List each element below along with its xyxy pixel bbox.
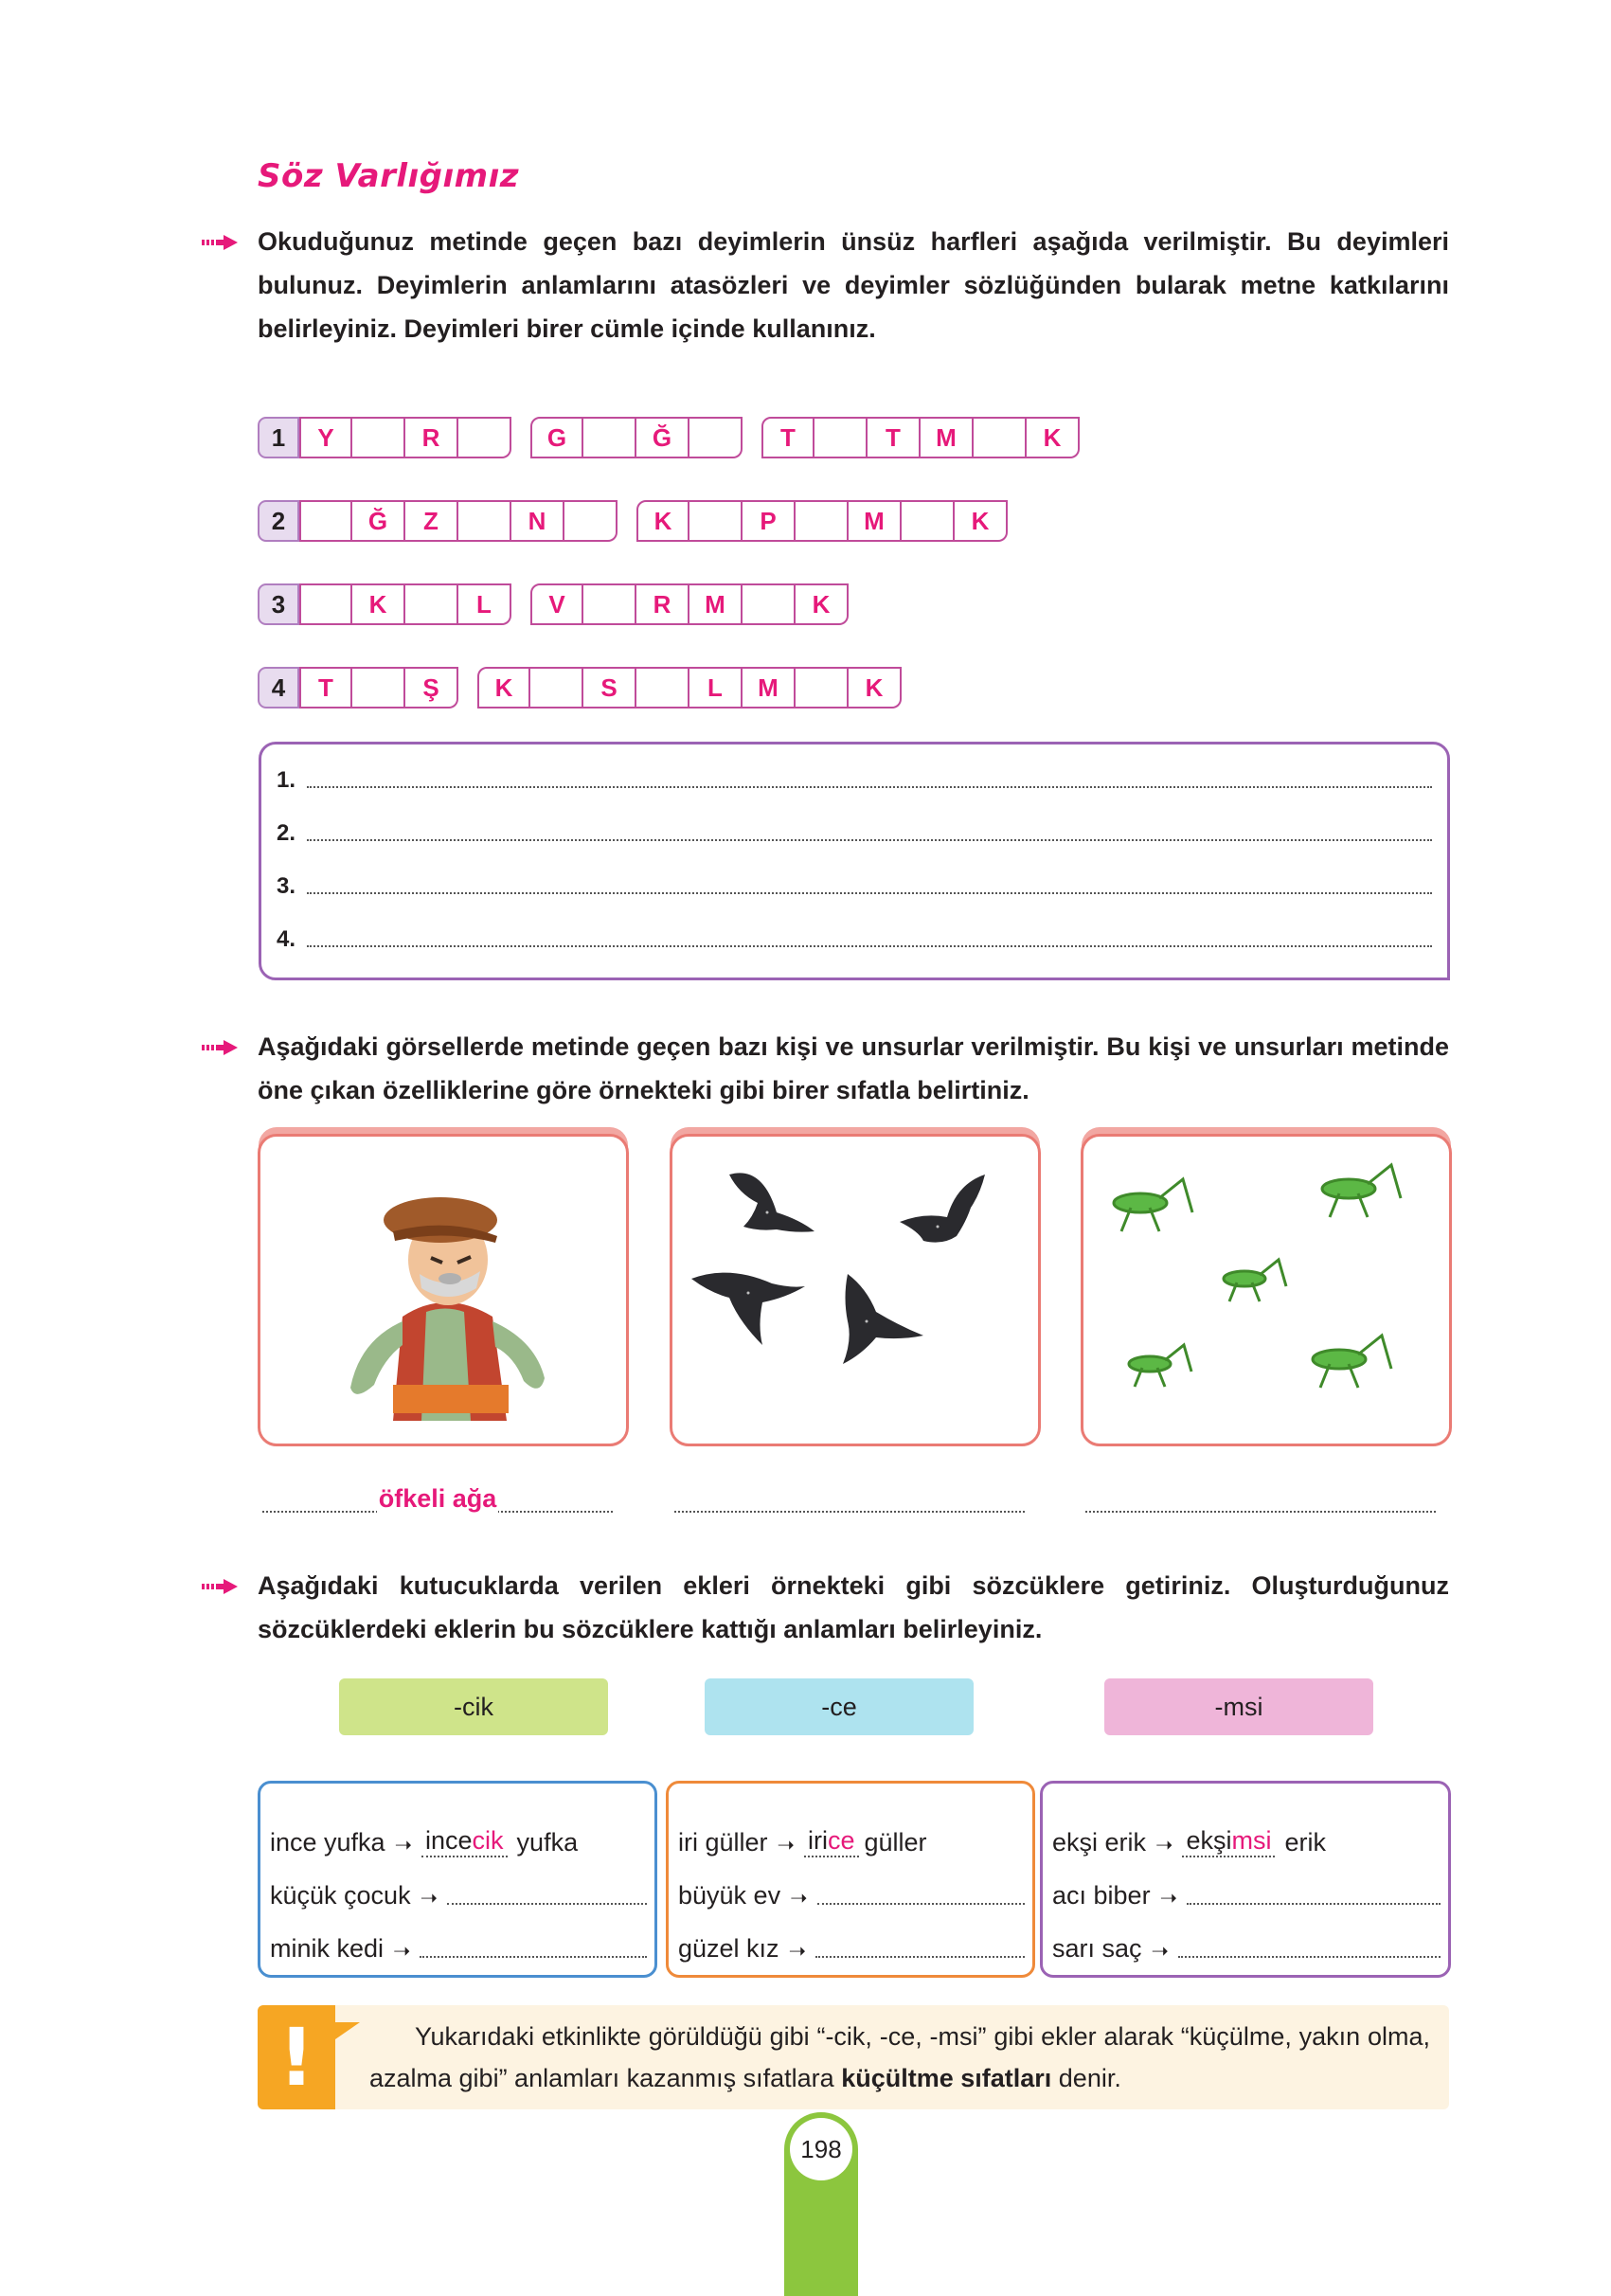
empty-letter-cell[interactable] (814, 417, 868, 458)
letter-cell: K (1027, 417, 1080, 458)
word-group (636, 500, 1008, 542)
answer-line-4[interactable]: 4. (277, 917, 1432, 953)
letter-cell: M (921, 417, 974, 458)
arrow-right-icon (202, 1040, 238, 1055)
item-row[interactable]: sarı saç ➝ (1052, 1910, 1441, 1964)
image-frame-grasshoppers (1081, 1134, 1452, 1446)
empty-letter-cell[interactable] (743, 583, 796, 625)
empty-letter-cell[interactable] (974, 417, 1027, 458)
row-number: 2 (258, 500, 299, 542)
letter-cell: N (511, 500, 564, 542)
answer-line-grasshoppers[interactable] (1085, 1482, 1436, 1513)
crows-illustration (672, 1137, 1038, 1444)
arrow-right-icon (202, 235, 238, 250)
empty-letter-cell[interactable] (564, 500, 618, 542)
letter-cell: K (955, 500, 1008, 542)
word-group (299, 667, 458, 709)
row-number: 4 (258, 667, 299, 709)
empty-letter-cell[interactable] (352, 667, 405, 709)
puzzle-row-1 (258, 413, 1099, 462)
page-number: 198 (790, 2118, 852, 2180)
letter-cell: V (530, 583, 583, 625)
letter-cell: T (761, 417, 814, 458)
empty-letter-cell[interactable] (299, 500, 352, 542)
image-frame-crows (670, 1134, 1041, 1446)
suffix-box-cik (258, 1781, 657, 1978)
puzzle-row-2 (258, 496, 1027, 546)
note-text: Yukarıdaki etkinlikte görüldüğü gibi “-cik, -ce, -msi” gibi ekler alarak “küçülme, yakın olma, azalma gibi” anlamları kazanmış sıfatlara küçültme sıfatları denir. (369, 2022, 1430, 2092)
instruction-1: Okuduğunuz metinde geçen bazı deyimlerin ünsüz harfleri aşağıda verilmiştir. Bu deyimleri bulunuz. Deyimlerin anlamlarını atasözleri ve deyimler sözlüğünden bularak metne katkılarını belirleyiniz. Deyimleri birer cümle içinde kullanınız. (258, 227, 1449, 343)
suffix-box-msi (1040, 1781, 1451, 1978)
letter-cell: T (868, 417, 921, 458)
empty-letter-cell[interactable] (796, 667, 849, 709)
example-row: ince yufka ➝ incecik yufka (270, 1826, 579, 1857)
empty-letter-cell[interactable] (530, 667, 583, 709)
letter-cell: K (849, 667, 902, 709)
angry-man-illustration (260, 1137, 626, 1444)
word-group (299, 500, 618, 542)
section-title: Söz Varlığımız (258, 157, 520, 195)
empty-letter-cell[interactable] (689, 417, 743, 458)
letter-cell: Ğ (352, 500, 405, 542)
puzzle-row-4 (258, 663, 921, 712)
letter-cell: L (458, 583, 511, 625)
answer-line-man[interactable] (262, 1482, 613, 1513)
letter-cell: K (636, 500, 689, 542)
suffix-label-msi: -msi (1104, 1678, 1373, 1735)
letter-cell: M (849, 500, 902, 542)
letter-cell: K (477, 667, 530, 709)
example-row: iri güller ➝ irice güller (678, 1826, 927, 1857)
item-row[interactable]: büyük ev ➝ (678, 1857, 1025, 1910)
empty-letter-cell[interactable] (583, 583, 636, 625)
letter-cell: T (299, 667, 352, 709)
row-number: 3 (258, 583, 299, 625)
arrow-right-icon (202, 1579, 238, 1594)
answer-line-2[interactable]: 2. (277, 811, 1432, 847)
letter-cell: M (743, 667, 796, 709)
letter-cell: K (352, 583, 405, 625)
instruction-2: Aşağıdaki görsellerde metinde geçen bazı kişi ve unsurlar verilmiştir. Bu kişi ve unsurları metinde öne çıkan özelliklerine göre örnekteki gibi birer sıfatla belirtiniz. (258, 1032, 1449, 1104)
empty-letter-cell[interactable] (583, 417, 636, 458)
example-row: ekşi erik ➝ ekşimsi erik (1052, 1826, 1326, 1857)
letter-cell: R (405, 417, 458, 458)
empty-letter-cell[interactable] (636, 667, 689, 709)
suffix-box-ce (666, 1781, 1035, 1978)
grasshoppers-illustration (1083, 1137, 1449, 1444)
suffix-label-ce: -ce (705, 1678, 974, 1735)
letter-cell: Y (299, 417, 352, 458)
letter-cell: S (583, 667, 636, 709)
word-group (530, 583, 849, 625)
letter-cell: Z (405, 500, 458, 542)
word-group (477, 667, 902, 709)
note-bar: ! (258, 2005, 335, 2109)
empty-letter-cell[interactable] (352, 417, 405, 458)
letter-cell: R (636, 583, 689, 625)
letter-cell: K (796, 583, 849, 625)
word-group (530, 417, 743, 458)
empty-letter-cell[interactable] (299, 583, 352, 625)
letter-cell: G (530, 417, 583, 458)
letter-cell: M (689, 583, 743, 625)
item-row[interactable]: küçük çocuk ➝ (270, 1857, 647, 1910)
answer-line-crows[interactable] (674, 1482, 1025, 1513)
answer-line-3[interactable]: 3. (277, 864, 1432, 900)
item-row[interactable]: güzel kız ➝ (678, 1910, 1025, 1964)
suffix-label-cik: -cik (339, 1678, 608, 1735)
example-answer: öfkeli ağa (378, 1484, 497, 1513)
item-row[interactable]: acı biber ➝ (1052, 1857, 1441, 1910)
letter-cell: L (689, 667, 743, 709)
empty-letter-cell[interactable] (796, 500, 849, 542)
answer-line-1[interactable]: 1. (277, 758, 1432, 794)
word-group (299, 583, 511, 625)
empty-letter-cell[interactable] (689, 500, 743, 542)
letter-cell: P (743, 500, 796, 542)
empty-letter-cell[interactable] (405, 583, 458, 625)
empty-letter-cell[interactable] (458, 500, 511, 542)
instruction-3: Aşağıdaki kutucuklarda verilen ekleri örnekteki gibi sözcüklere getiriniz. Oluşturduğunuz sözcüklerdeki eklerin bu sözcüklere kattığı anlamları belirleyiniz. (258, 1571, 1449, 1643)
row-number: 1 (258, 417, 299, 458)
word-group (299, 417, 511, 458)
word-group (761, 417, 1080, 458)
empty-letter-cell[interactable] (902, 500, 955, 542)
letter-cell: Ğ (636, 417, 689, 458)
empty-letter-cell[interactable] (458, 417, 511, 458)
item-row[interactable]: minik kedi ➝ (270, 1910, 647, 1964)
image-frame-man (258, 1134, 629, 1446)
puzzle-row-3 (258, 580, 868, 629)
letter-cell: Ş (405, 667, 458, 709)
